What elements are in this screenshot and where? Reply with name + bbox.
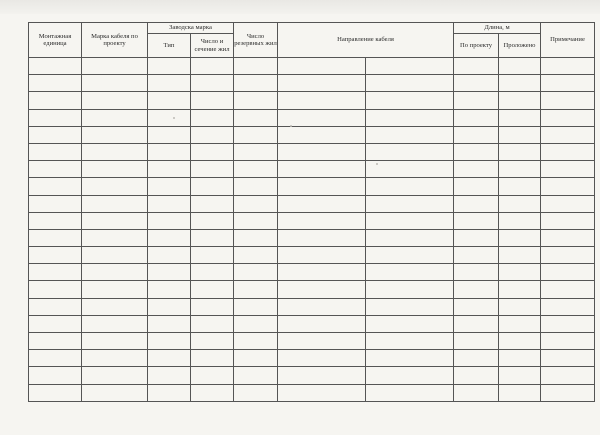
- cable-log-table: [28, 22, 595, 402]
- table-cell: [278, 195, 366, 212]
- table-cell: [148, 367, 191, 384]
- table-cell: [29, 229, 82, 246]
- table-cell: [29, 75, 82, 92]
- table-cell: [234, 143, 278, 160]
- table-cell: [191, 229, 234, 246]
- table-row: [29, 264, 595, 281]
- table-row: [29, 281, 595, 298]
- table-cell: [541, 333, 595, 350]
- table-cell: [499, 367, 541, 384]
- table-cell: [454, 75, 499, 92]
- table-cell: [29, 161, 82, 178]
- table-cell: [454, 109, 499, 126]
- table-cell: [82, 247, 148, 264]
- table-cell: [29, 212, 82, 229]
- table-cell: [278, 298, 366, 315]
- table-cell: [541, 58, 595, 75]
- table-cell: [366, 298, 454, 315]
- table-cell: [29, 333, 82, 350]
- table-cell: [29, 384, 82, 401]
- table-row: [29, 75, 595, 92]
- table-cell: [454, 350, 499, 367]
- table-cell: [148, 109, 191, 126]
- table-cell: [29, 281, 82, 298]
- table-cell: [541, 367, 595, 384]
- table-cell: [234, 75, 278, 92]
- table-cell: [278, 178, 366, 195]
- table-cell: [29, 178, 82, 195]
- table-cell: [148, 212, 191, 229]
- table-cell: [191, 161, 234, 178]
- table-cell: [29, 92, 82, 109]
- table-row: [29, 315, 595, 332]
- table-cell: [82, 281, 148, 298]
- table-cell: [499, 350, 541, 367]
- table-cell: [29, 298, 82, 315]
- table-cell: [541, 195, 595, 212]
- table-cell: [148, 333, 191, 350]
- table-cell: [29, 126, 82, 143]
- table-row: [29, 350, 595, 367]
- table-row: [29, 298, 595, 315]
- table-cell: [499, 178, 541, 195]
- table-cell: [499, 212, 541, 229]
- table-row: [29, 109, 595, 126]
- table-row: [29, 195, 595, 212]
- header-cable-direction: Направление кабеля: [278, 23, 454, 58]
- table-cell: [454, 195, 499, 212]
- table-cell: [29, 367, 82, 384]
- table-cell: [148, 126, 191, 143]
- table-cell: [148, 350, 191, 367]
- table-cell: [454, 126, 499, 143]
- header-laid: Проложено: [499, 34, 541, 58]
- table-cell: [29, 195, 82, 212]
- table-cell: [191, 178, 234, 195]
- table-cell: [82, 126, 148, 143]
- table-cell: [499, 384, 541, 401]
- table-cell: [454, 161, 499, 178]
- table-cell: [366, 315, 454, 332]
- table-cell: [454, 229, 499, 246]
- header-cores-section: Число и сечение жил: [191, 34, 234, 58]
- table-cell: [82, 178, 148, 195]
- table-cell: [541, 247, 595, 264]
- table-cell: [278, 264, 366, 281]
- table-cell: [366, 367, 454, 384]
- table-row: [29, 92, 595, 109]
- table-cell: [191, 367, 234, 384]
- table-cell: [499, 109, 541, 126]
- table-cell: [234, 109, 278, 126]
- table-row: [29, 367, 595, 384]
- table-cell: [234, 315, 278, 332]
- table-cell: [278, 109, 366, 126]
- table-cell: [541, 229, 595, 246]
- table-cell: [82, 109, 148, 126]
- table-cell: [234, 195, 278, 212]
- table-cell: [82, 264, 148, 281]
- table-cell: [366, 247, 454, 264]
- table-cell: [499, 195, 541, 212]
- table-cell: [541, 384, 595, 401]
- table-cell: [366, 109, 454, 126]
- table-cell: [191, 384, 234, 401]
- table-cell: [454, 58, 499, 75]
- table-cell: [29, 143, 82, 160]
- table-cell: [234, 350, 278, 367]
- header-cable-brand-project: Марка кабеля по проекту: [82, 23, 148, 58]
- table-cell: [541, 161, 595, 178]
- table-cell: [234, 161, 278, 178]
- table-row: [29, 247, 595, 264]
- table-cell: [541, 315, 595, 332]
- table-cell: [234, 264, 278, 281]
- table-cell: [191, 333, 234, 350]
- table-cell: [454, 384, 499, 401]
- table-cell: [499, 281, 541, 298]
- table-cell: [278, 58, 366, 75]
- table-cell: [82, 333, 148, 350]
- table-cell: [278, 229, 366, 246]
- table-cell: [454, 333, 499, 350]
- table-row: [29, 212, 595, 229]
- table-cell: [191, 75, 234, 92]
- table-cell: [191, 58, 234, 75]
- table-cell: [234, 367, 278, 384]
- table-cell: [191, 195, 234, 212]
- table-row: [29, 161, 595, 178]
- table-cell: [29, 109, 82, 126]
- table-cell: [541, 92, 595, 109]
- table-cell: [278, 247, 366, 264]
- table-cell: [278, 281, 366, 298]
- header-type: Тип: [148, 34, 191, 58]
- table-cell: [541, 298, 595, 315]
- table-cell: [148, 58, 191, 75]
- table-cell: [148, 178, 191, 195]
- table-cell: [278, 367, 366, 384]
- table-cell: [148, 161, 191, 178]
- page-top-edge: [0, 0, 600, 14]
- table-cell: [191, 281, 234, 298]
- table-cell: [234, 281, 278, 298]
- table-cell: [234, 229, 278, 246]
- table-cell: [541, 212, 595, 229]
- table-cell: [541, 109, 595, 126]
- table-cell: [234, 212, 278, 229]
- table-row: [29, 229, 595, 246]
- table-cell: [234, 92, 278, 109]
- table-cell: [148, 264, 191, 281]
- table-cell: [148, 384, 191, 401]
- table-cell: [366, 333, 454, 350]
- table-cell: [499, 333, 541, 350]
- table-cell: [82, 58, 148, 75]
- table-cell: [234, 58, 278, 75]
- table-cell: [499, 247, 541, 264]
- table-cell: [278, 161, 366, 178]
- header-mounting-unit: Монтажная единица: [29, 23, 82, 58]
- table-cell: [234, 384, 278, 401]
- table-cell: [278, 143, 366, 160]
- table-cell: [278, 315, 366, 332]
- table-cell: [191, 247, 234, 264]
- paper-speck: [376, 163, 378, 165]
- table-cell: [454, 298, 499, 315]
- paper-speck: [173, 117, 175, 119]
- table-cell: [541, 178, 595, 195]
- table-cell: [278, 75, 366, 92]
- table-cell: [148, 281, 191, 298]
- table-cell: [191, 315, 234, 332]
- table-cell: [191, 92, 234, 109]
- table-cell: [82, 143, 148, 160]
- table-cell: [191, 109, 234, 126]
- table-cell: [82, 367, 148, 384]
- table-cell: [366, 161, 454, 178]
- table-row: [29, 126, 595, 143]
- table-cell: [541, 143, 595, 160]
- table-cell: [499, 58, 541, 75]
- table-cell: [366, 264, 454, 281]
- table-cell: [148, 247, 191, 264]
- table-cell: [454, 367, 499, 384]
- table-row: [29, 143, 595, 160]
- table-cell: [454, 264, 499, 281]
- table-cell: [541, 264, 595, 281]
- table-row: [29, 58, 595, 75]
- table-cell: [278, 212, 366, 229]
- table-cell: [366, 75, 454, 92]
- table-cell: [82, 384, 148, 401]
- table-cell: [278, 384, 366, 401]
- table-cell: [541, 281, 595, 298]
- table-cell: [278, 92, 366, 109]
- table-cell: [366, 229, 454, 246]
- table-cell: [148, 298, 191, 315]
- table-cell: [541, 75, 595, 92]
- table-cell: [366, 350, 454, 367]
- header-reserve-cores: Число резервных жил: [234, 23, 278, 58]
- table-cell: [191, 212, 234, 229]
- table-cell: [278, 333, 366, 350]
- table-cell: [366, 178, 454, 195]
- table-cell: [29, 264, 82, 281]
- table-cell: [454, 92, 499, 109]
- table-row: [29, 333, 595, 350]
- table-cell: [82, 75, 148, 92]
- table-cell: [148, 143, 191, 160]
- table-cell: [148, 315, 191, 332]
- table-cell: [454, 143, 499, 160]
- table-cell: [499, 161, 541, 178]
- table-cell: [82, 315, 148, 332]
- table-cell: [234, 247, 278, 264]
- table-cell: [234, 126, 278, 143]
- table-cell: [454, 281, 499, 298]
- header-factory-brand: Заводска марка: [148, 23, 234, 34]
- table-cell: [454, 247, 499, 264]
- table-cell: [541, 126, 595, 143]
- table-cell: [499, 229, 541, 246]
- table-cell: [234, 298, 278, 315]
- table-cell: [499, 298, 541, 315]
- table-cell: [454, 212, 499, 229]
- table-cell: [234, 178, 278, 195]
- table-cell: [366, 92, 454, 109]
- table-cell: [366, 143, 454, 160]
- table-cell: [148, 92, 191, 109]
- table-cell: [82, 212, 148, 229]
- table-cell: [454, 178, 499, 195]
- table-cell: [29, 58, 82, 75]
- table-cell: [499, 92, 541, 109]
- table-cell: [82, 92, 148, 109]
- table-cell: [82, 195, 148, 212]
- table-cell: [234, 333, 278, 350]
- table-cell: [366, 58, 454, 75]
- table-cell: [366, 212, 454, 229]
- header-note: Примечание: [541, 23, 595, 58]
- table-cell: [191, 264, 234, 281]
- table-cell: [366, 195, 454, 212]
- table-cell: [499, 143, 541, 160]
- table-cell: [29, 350, 82, 367]
- table-row: [29, 384, 595, 401]
- table-cell: [82, 350, 148, 367]
- table-cell: [366, 384, 454, 401]
- table-cell: [29, 315, 82, 332]
- table-row: [29, 178, 595, 195]
- table-cell: [29, 247, 82, 264]
- table-body: [29, 58, 595, 402]
- table-cell: [366, 126, 454, 143]
- table-cell: [366, 281, 454, 298]
- table-cell: [191, 126, 234, 143]
- table-cell: [454, 315, 499, 332]
- header-by-project: По проекту: [454, 34, 499, 58]
- table-cell: [191, 350, 234, 367]
- header-length: Длина, м: [454, 23, 541, 34]
- table-cell: [82, 298, 148, 315]
- table-cell: [499, 126, 541, 143]
- table-cell: [278, 350, 366, 367]
- table-cell: [82, 161, 148, 178]
- table-cell: [148, 229, 191, 246]
- table-cell: [191, 298, 234, 315]
- table-cell: [82, 229, 148, 246]
- table-cell: [499, 315, 541, 332]
- paper-speck: [290, 125, 292, 127]
- table-cell: [499, 264, 541, 281]
- table-cell: [278, 126, 366, 143]
- table-cell: [148, 75, 191, 92]
- table-cell: [499, 75, 541, 92]
- table-cell: [541, 350, 595, 367]
- table-cell: [191, 143, 234, 160]
- table-cell: [148, 195, 191, 212]
